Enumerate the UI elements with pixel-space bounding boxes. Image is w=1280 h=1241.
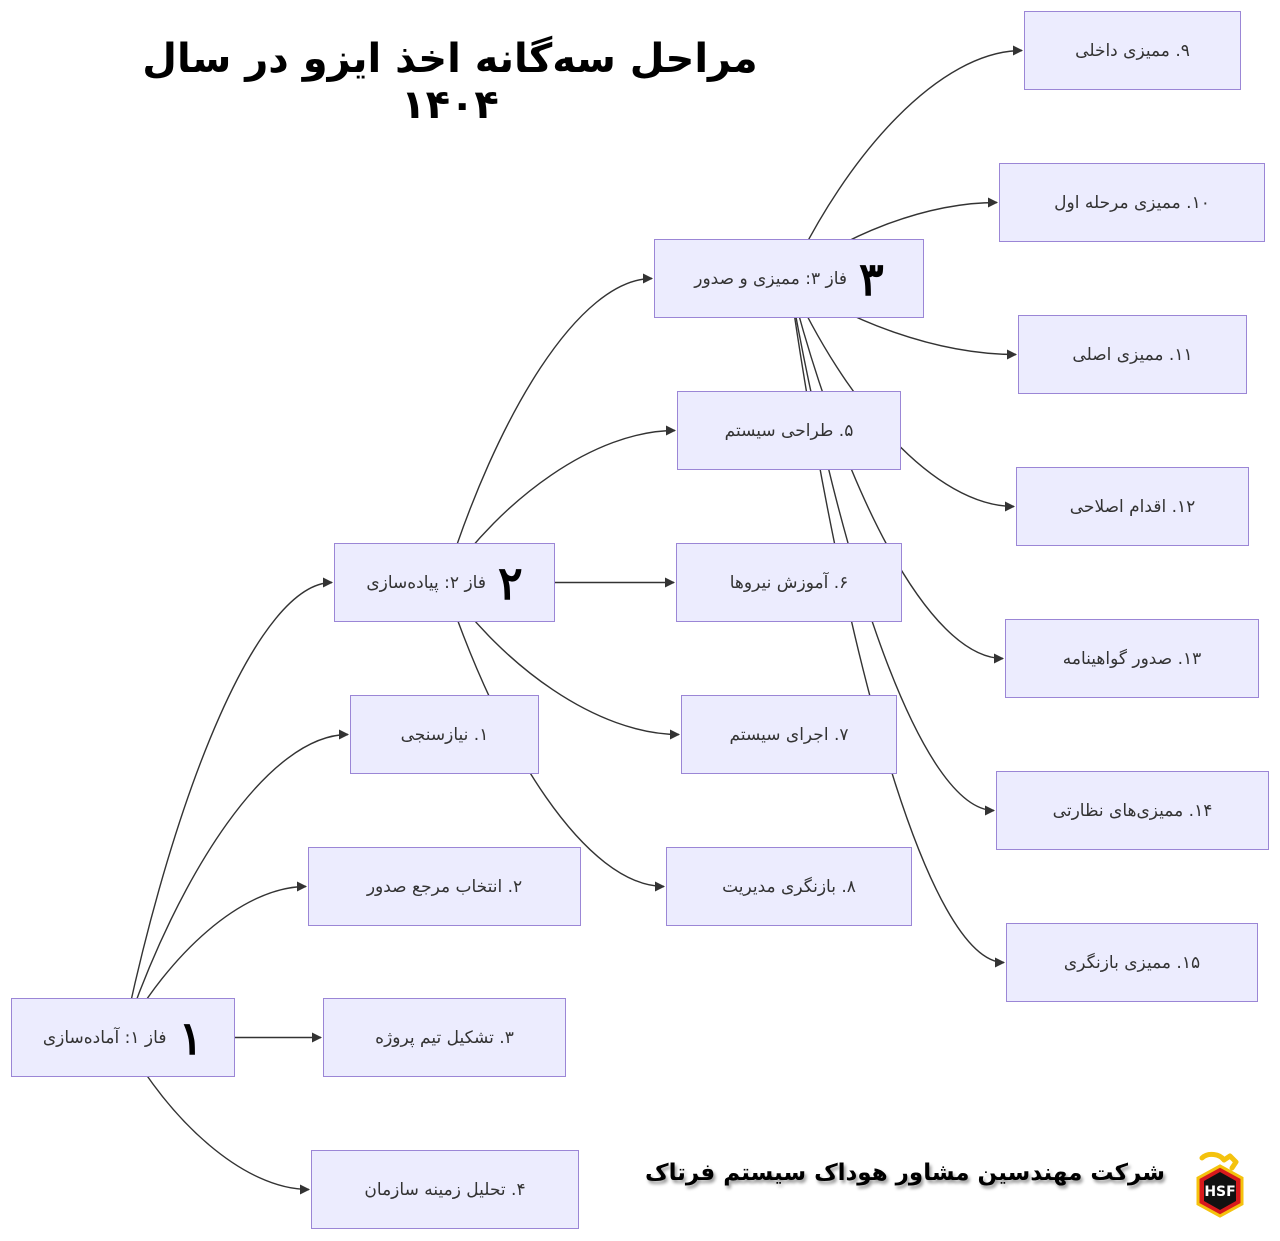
- node-label: ۵. طراحی سیستم: [724, 420, 854, 441]
- node-label: فاز ۲: پیاده‌سازی: [366, 572, 486, 593]
- node-label: فاز ۱: آماده‌سازی: [42, 1027, 167, 1048]
- node-label: ۱۴. ممیزی‌های نظارتی: [1052, 800, 1213, 821]
- step-node-7: [681, 695, 897, 774]
- node-label: ۱۲. اقدام اصلاحی: [1069, 496, 1196, 517]
- node-label: ۱۰. ممیزی مرحله اول: [1054, 192, 1210, 213]
- phase-number: ۳: [859, 251, 884, 306]
- node-label: ۱۳. صدور گواهینامه: [1062, 648, 1202, 669]
- node-label: ۹. ممیزی داخلی: [1075, 40, 1190, 61]
- node-label: فاز ۳: ممیزی و صدور: [694, 268, 848, 289]
- node-label: ۱۱. ممیزی اصلی: [1072, 344, 1193, 365]
- step-node-6: [676, 543, 902, 622]
- node-label: ۱. نیازسنجی: [400, 724, 489, 745]
- step-node-5: [677, 391, 901, 470]
- phase-2-node: [334, 543, 555, 622]
- phase-number: ۱: [178, 1010, 204, 1065]
- logo-text: HSF: [1204, 1184, 1236, 1200]
- step-node-15: [1006, 923, 1258, 1002]
- step-node-11: [1018, 315, 1247, 394]
- step-node-12: [1016, 467, 1249, 546]
- step-node-4: [311, 1150, 579, 1229]
- node-label: ۸. بازنگری مدیریت: [722, 876, 856, 897]
- node-label: ۱۵. ممیزی بازنگری: [1063, 952, 1201, 973]
- step-node-13: [1005, 619, 1259, 698]
- step-node-2: [308, 847, 581, 926]
- node-label: ۶. آموزش نیروها: [729, 572, 849, 593]
- step-node-1: [350, 695, 539, 774]
- node-label: ۳. تشکیل تیم پروژه: [375, 1027, 514, 1048]
- step-node-3: [323, 998, 566, 1077]
- edge-phase1-to-phase2: [123, 583, 332, 1038]
- phase-number: ۲: [497, 555, 523, 610]
- company-name: شرکت مهندسین مشاور هوداک سیستم فرتاک: [645, 1160, 1165, 1186]
- hsf-logo: [1178, 1150, 1262, 1226]
- node-label: ۲. انتخاب مرجع صدور: [366, 876, 523, 897]
- edge-phase2-to-phase3: [445, 279, 653, 583]
- step-node-8: [666, 847, 912, 926]
- node-label: ۷. اجرای سیستم: [729, 724, 849, 745]
- node-label: ۴. تحلیل زمینه سازمان: [364, 1179, 526, 1200]
- diagram-title: مراحل سه‌گانه اخذ ایزو در سال ۱۴۰۴: [142, 36, 758, 128]
- step-node-10: [999, 163, 1265, 242]
- phase-3-node: [654, 239, 924, 318]
- step-node-9: [1024, 11, 1241, 90]
- phase-1-node: [11, 998, 235, 1077]
- step-node-14: [996, 771, 1269, 850]
